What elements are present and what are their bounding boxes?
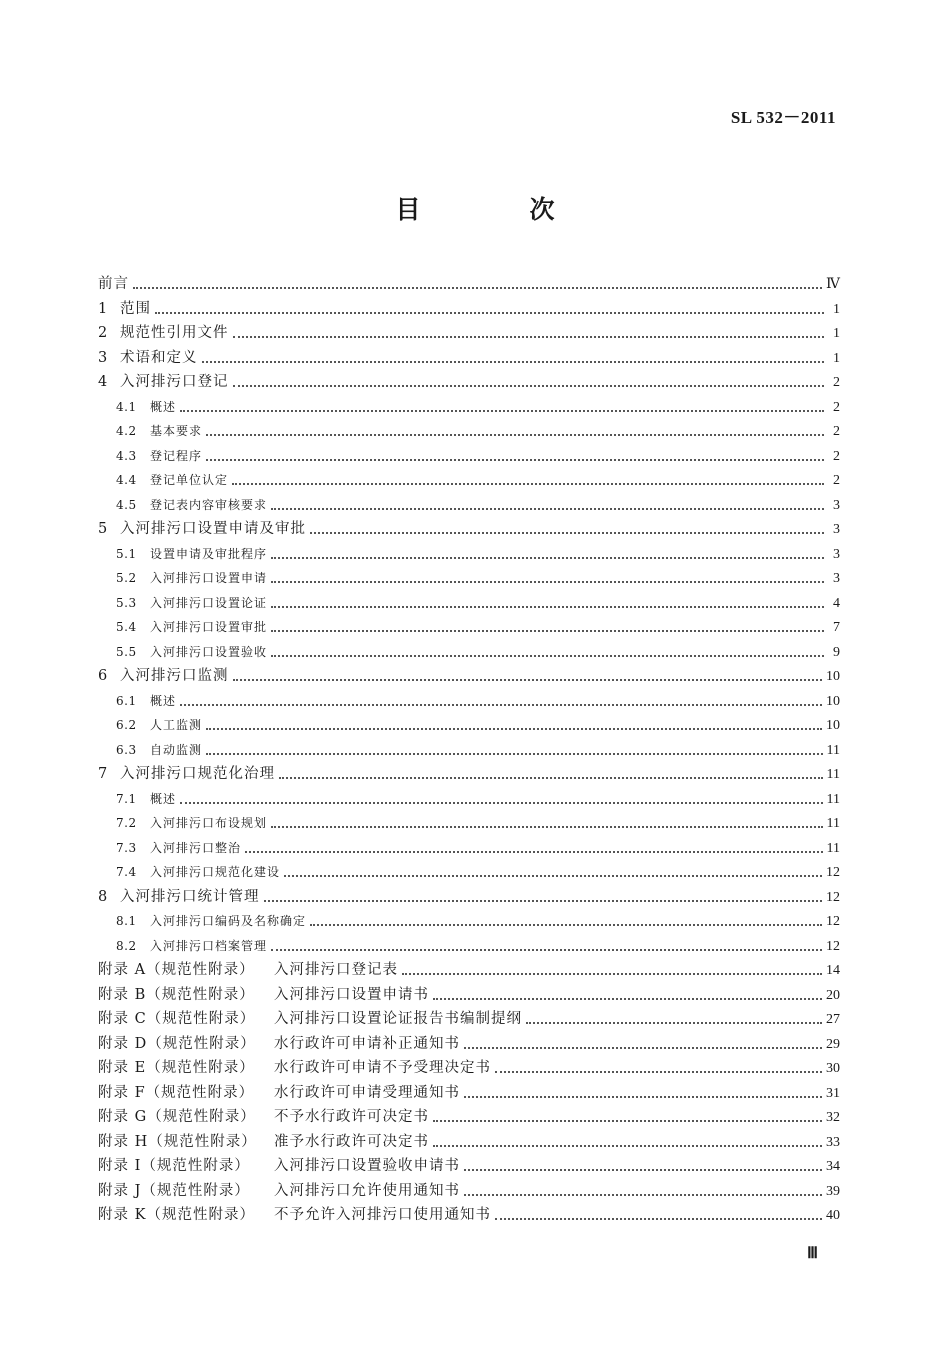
toc-entry[interactable] (98, 272, 840, 297)
toc-entry[interactable] (98, 885, 840, 910)
section-number: 7.2 (116, 816, 137, 830)
toc-entry-title: 入河排污口设置申请 (150, 571, 268, 585)
toc-entry-title: 入河排污口允许使用通知书 (274, 1182, 460, 1199)
standard-code: SL 532－2011 (730, 108, 836, 127)
toc-entry-title: 入河排污口设置论证报告书编制提纲 (274, 1011, 522, 1027)
leader-dots (271, 630, 824, 632)
toc-entry-title: 水行政许可申请补正通知书 (274, 1035, 460, 1052)
toc-page-number: 3 (833, 546, 840, 562)
section-number: 3 (98, 349, 108, 366)
toc-entry-title: 设置申请及审批程序 (150, 546, 268, 561)
leader-dots (271, 557, 824, 559)
toc-entry-title: 人工监测 (150, 718, 203, 732)
leader-dots (206, 434, 824, 436)
page-number: Ⅲ (806, 1245, 818, 1262)
leader-dots (133, 287, 822, 289)
toc-entry-title: 自动监测 (150, 742, 203, 757)
leader-dots (202, 361, 825, 363)
toc-entry[interactable] (98, 370, 840, 395)
toc-page-number: 9 (833, 644, 840, 660)
toc-entry[interactable] (98, 983, 840, 1008)
leader-dots (310, 924, 822, 926)
section-number: 6.3 (116, 742, 137, 757)
toc-page-number: 40 (826, 1208, 840, 1223)
section-number: 5.3 (116, 595, 137, 610)
section-number: 5 (98, 521, 108, 537)
leader-dots (433, 1120, 822, 1122)
leader-dots (284, 875, 822, 877)
leader-dots (464, 1047, 822, 1049)
toc-entry[interactable] (98, 321, 840, 346)
leader-dots (464, 1096, 822, 1098)
toc-entry-title: 入河排污口设置申请书 (274, 986, 429, 1003)
toc-entry[interactable] (98, 615, 840, 640)
toc-entry[interactable] (98, 787, 840, 812)
toc-page-number: 11 (826, 816, 840, 831)
leader-dots (206, 459, 824, 461)
section-number: 1 (98, 300, 108, 317)
toc-entry-title: 入河排污口统计管理 (120, 888, 260, 905)
leader-dots (271, 826, 823, 828)
leader-dots (279, 777, 823, 779)
toc-page-number: 11 (826, 791, 840, 807)
toc-entry[interactable] (98, 958, 840, 983)
toc-entry-title: 入河排污口登记 (120, 374, 229, 390)
toc-page-number: 3 (833, 522, 840, 537)
toc-entry-title: 前言 (98, 276, 129, 292)
leader-dots (433, 998, 822, 1000)
toc-page-number: 3 (833, 571, 840, 586)
appendix-label: 附录 F（规范性附录） (98, 1084, 255, 1101)
toc-page-number: 27 (826, 1012, 840, 1027)
toc-page-number: 20 (826, 987, 840, 1003)
toc-entry[interactable] (98, 1056, 840, 1081)
toc-entry-title: 概述 (150, 399, 177, 414)
toc-entry-title: 入河排污口登记表 (274, 962, 398, 978)
appendix-label: 附录 B（规范性附录） (98, 986, 255, 1003)
toc-entry[interactable] (98, 346, 840, 371)
toc-page-number: 12 (826, 914, 840, 929)
section-number: 7.3 (116, 840, 137, 855)
toc-entry[interactable] (98, 542, 840, 567)
section-number: 5.1 (116, 546, 137, 561)
appendix-label: 附录 G（规范性附录） (98, 1109, 256, 1125)
leader-dots (310, 532, 824, 534)
toc-page-number: 2 (833, 399, 840, 415)
toc-entry[interactable] (98, 395, 840, 420)
leader-dots (233, 336, 825, 338)
toc-page-number: 7 (833, 620, 840, 635)
toc-page-number: 3 (833, 497, 840, 513)
toc-page-number: 10 (826, 693, 840, 709)
toc-entry-title: 登记单位认定 (150, 473, 229, 487)
toc-entry[interactable] (98, 738, 840, 763)
toc-entry-title: 规范性引用文件 (120, 325, 229, 341)
toc-page-number: 39 (826, 1183, 840, 1199)
section-number: 4.3 (116, 448, 137, 463)
toc-entry-title: 入河排污口设置论证 (150, 595, 268, 610)
toc-entry[interactable] (98, 1032, 840, 1057)
toc-entry[interactable] (98, 762, 840, 787)
section-number: 6.2 (116, 718, 137, 732)
toc-entry[interactable] (98, 297, 840, 322)
toc-entry-title: 登记表内容审核要求 (150, 497, 268, 512)
toc-entry[interactable] (98, 689, 840, 714)
toc-page-number: 30 (826, 1061, 840, 1076)
toc-entry-title: 入河排污口设置验收申请书 (274, 1158, 460, 1174)
toc-page-number: 11 (826, 767, 840, 782)
toc-entry-title: 入河排污口规范化建设 (150, 865, 281, 879)
appendix-label: 附录 K（规范性附录） (98, 1207, 255, 1223)
leader-dots (264, 900, 823, 902)
section-number: 2 (98, 325, 108, 341)
leader-dots (495, 1071, 822, 1073)
leader-dots (433, 1145, 822, 1147)
leader-dots (180, 802, 823, 804)
toc-page-number: 2 (833, 424, 840, 439)
section-number: 7 (98, 766, 108, 782)
toc-entry-title: 入河排污口编码及名称确定 (150, 914, 307, 928)
toc-page-number: 12 (826, 938, 840, 954)
toc-entry[interactable] (98, 860, 840, 885)
section-number: 6 (98, 668, 108, 684)
toc-entry-title: 概述 (150, 791, 177, 806)
toc-entry-title: 入河排污口设置申请及审批 (120, 521, 306, 537)
toc-entry[interactable] (98, 1203, 840, 1228)
appendix-label: 附录 H（规范性附录） (98, 1133, 257, 1150)
toc-page-number: 1 (833, 350, 840, 366)
toc-entry[interactable] (98, 909, 840, 934)
toc-entry[interactable] (98, 664, 840, 689)
section-number: 5.4 (116, 620, 137, 634)
section-number: 4 (98, 374, 108, 390)
toc-entry-title: 入河排污口设置审批 (150, 620, 268, 634)
toc-entry[interactable] (98, 1154, 840, 1179)
leader-dots (495, 1218, 822, 1220)
section-number: 7.4 (116, 865, 137, 879)
leader-dots (271, 949, 822, 951)
toc-entry-title: 入河排污口监测 (120, 668, 229, 684)
toc-page-number: 10 (826, 718, 840, 733)
section-number: 7.1 (116, 791, 137, 806)
toc-page-number: Ⅳ (826, 277, 840, 292)
toc-entry[interactable] (98, 1081, 840, 1106)
toc-entry[interactable] (98, 1179, 840, 1204)
section-number: 6.1 (116, 693, 137, 708)
toc-entry[interactable] (98, 1105, 840, 1130)
toc-entry[interactable] (98, 419, 840, 444)
toc-page-number: 34 (826, 1159, 840, 1174)
leader-dots (245, 851, 823, 853)
toc-entry-title: 术语和定义 (120, 349, 198, 366)
toc-entry[interactable] (98, 444, 840, 469)
appendix-label: 附录 E（规范性附录） (98, 1060, 255, 1076)
toc-page-number: 14 (826, 963, 840, 978)
appendix-label: 附录 D（规范性附录） (98, 1035, 256, 1052)
toc-entry[interactable] (98, 591, 840, 616)
toc-entry-title: 概述 (150, 693, 177, 708)
toc-page-number: 11 (826, 742, 840, 758)
section-number: 8.2 (116, 938, 137, 953)
section-number: 4.4 (116, 473, 137, 487)
toc-entry[interactable] (98, 493, 840, 518)
leader-dots (402, 973, 822, 975)
toc-page-number: 29 (826, 1036, 840, 1052)
toc-entry[interactable] (98, 1130, 840, 1155)
toc-page-number: 4 (833, 595, 840, 611)
toc-entry[interactable] (98, 640, 840, 665)
section-number: 4.1 (116, 399, 137, 414)
toc-entry-title: 准予水行政许可决定书 (274, 1133, 429, 1150)
toc-entry-title: 入河排污口档案管理 (150, 938, 268, 953)
toc-entry-title: 入河排污口设置验收 (150, 644, 268, 659)
toc-page-number: 2 (833, 473, 840, 488)
leader-dots (233, 385, 825, 387)
appendix-label: 附录 I（规范性附录） (98, 1158, 250, 1174)
toc-page-number: 1 (833, 326, 840, 341)
leader-dots (155, 312, 824, 314)
toc-entry-title: 水行政许可申请不予受理决定书 (274, 1060, 491, 1076)
toc-page-number: 1 (833, 301, 840, 317)
section-number: 8.1 (116, 914, 137, 928)
leader-dots (464, 1194, 822, 1196)
table-of-contents (98, 272, 840, 1228)
toc-page-number: 2 (833, 448, 840, 464)
leader-dots (180, 410, 824, 412)
toc-entry-title: 基本要求 (150, 424, 203, 438)
appendix-label: 附录 J（规范性附录） (98, 1182, 250, 1199)
leader-dots (180, 704, 822, 706)
toc-page-number: 32 (826, 1110, 840, 1125)
toc-page-number: 2 (833, 375, 840, 390)
appendix-label: 附录 A（规范性附录） (98, 962, 255, 978)
section-number: 8 (98, 888, 108, 905)
leader-dots (271, 581, 824, 583)
toc-entry-title: 不予水行政许可决定书 (274, 1109, 429, 1125)
toc-page-number: 12 (826, 889, 840, 905)
leader-dots (206, 753, 823, 755)
toc-entry[interactable] (98, 517, 840, 542)
leader-dots (232, 483, 824, 485)
toc-entry-title: 入河排污口布设规划 (150, 816, 268, 830)
toc-page-number: 31 (826, 1085, 840, 1101)
toc-entry[interactable] (98, 811, 840, 836)
section-number: 4.5 (116, 497, 137, 512)
toc-entry[interactable] (98, 836, 840, 861)
leader-dots (233, 679, 823, 681)
toc-entry[interactable] (98, 566, 840, 591)
leader-dots (464, 1169, 822, 1171)
page-title: 目 次 (395, 195, 597, 224)
leader-dots (271, 606, 824, 608)
section-number: 4.2 (116, 424, 137, 438)
toc-page-number: 11 (826, 840, 840, 856)
leader-dots (526, 1022, 822, 1024)
toc-entry-title: 入河排污口规范化治理 (120, 766, 275, 782)
toc-page-number: 12 (826, 865, 840, 880)
appendix-label: 附录 C（规范性附录） (98, 1011, 256, 1027)
toc-entry[interactable] (98, 713, 840, 738)
leader-dots (206, 728, 822, 730)
toc-entry-title: 水行政许可申请受理通知书 (274, 1084, 460, 1101)
toc-entry[interactable] (98, 934, 840, 959)
toc-entry-title: 登记程序 (150, 448, 203, 463)
toc-entry-title: 范围 (120, 300, 151, 317)
toc-entry[interactable] (98, 1007, 840, 1032)
leader-dots (271, 508, 824, 510)
section-number: 5.5 (116, 644, 137, 659)
toc-entry-title: 入河排污口整治 (150, 840, 242, 855)
toc-entry[interactable] (98, 468, 840, 493)
section-number: 5.2 (116, 571, 137, 585)
toc-page-number: 10 (826, 669, 840, 684)
toc-page-number: 33 (826, 1134, 840, 1150)
leader-dots (271, 655, 824, 657)
toc-entry-title: 不予允许入河排污口使用通知书 (274, 1207, 491, 1223)
